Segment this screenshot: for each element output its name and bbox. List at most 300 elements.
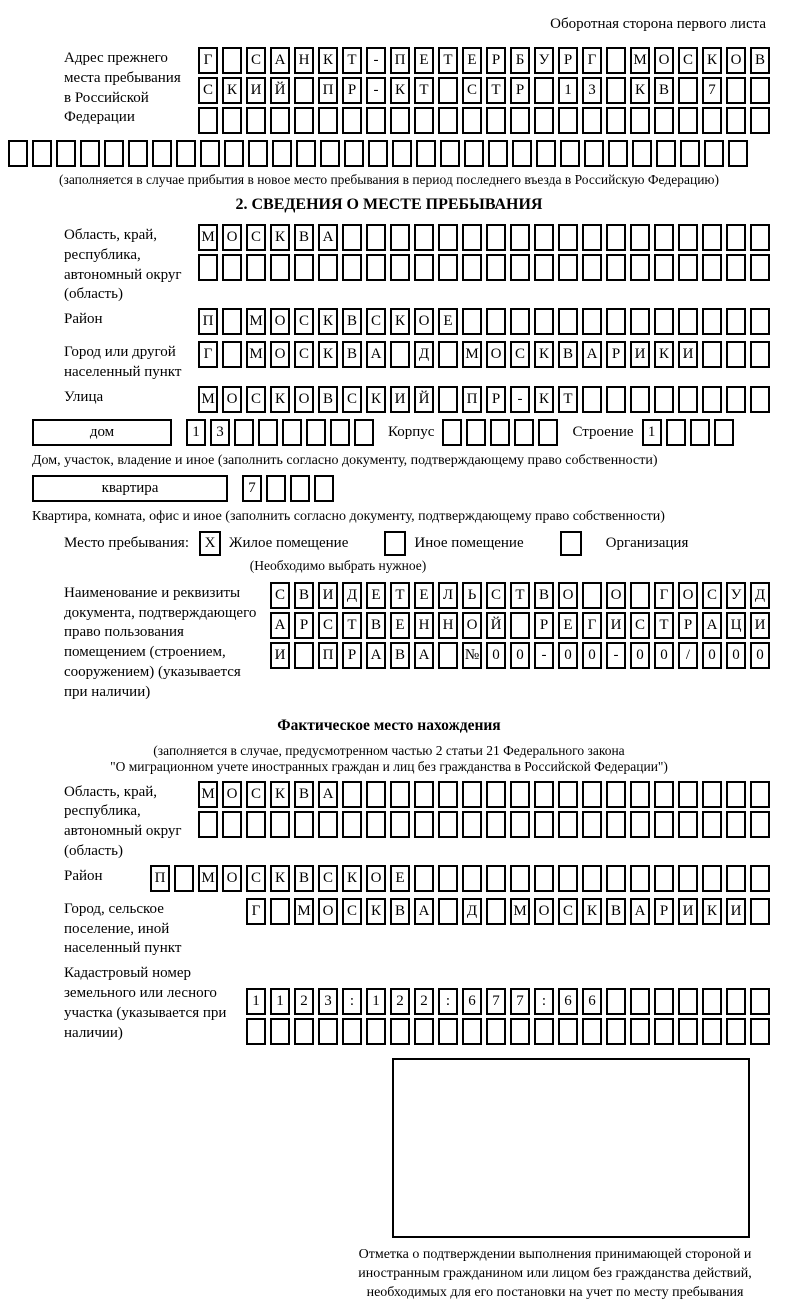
char-cell [368,140,388,167]
apartment-note: Квартира, комната, офис и иное (заполнить согласно документу, подтверждающему право собственности) [32,508,665,524]
char-cell [438,898,458,925]
char-cell: : [438,988,458,1015]
char-cell [630,582,650,609]
char-cell [534,308,554,335]
char-cell: К [270,386,290,413]
char-cell: Р [558,47,578,74]
confirmation-stamp-box [392,1058,750,1238]
char-cell: И [246,77,266,104]
char-cell [606,811,626,838]
char-cell [630,308,650,335]
char-cell: С [246,865,266,892]
char-cell [654,308,674,335]
char-cell [486,308,506,335]
char-cell: А [582,341,602,368]
char-cell: К [534,341,554,368]
char-cell [294,107,314,134]
char-cell [654,107,674,134]
prev-address-label: Адрес прежнего места пребывания в Российской Федерации [64,50,181,126]
char-cell: 0 [654,642,674,669]
char-cell: И [678,341,698,368]
char-cell [702,386,722,413]
char-cell [314,475,334,502]
char-cell [318,1018,338,1045]
char-cell: К [342,865,362,892]
char-cell [606,988,626,1015]
region-label: Область, край, республика, автономный округ (область) [64,227,182,303]
char-cell: И [318,582,338,609]
char-cell [726,988,746,1015]
char-cell [222,341,242,368]
char-cell: И [630,341,650,368]
char-cell: Г [198,47,218,74]
char-cell: К [318,47,338,74]
char-cell: А [366,642,386,669]
city-label: Город или другой населенный пункт [64,344,182,380]
char-cell [534,781,554,808]
char-cell: Н [294,47,314,74]
char-cell: С [246,386,266,413]
char-cell [414,1018,434,1045]
char-cell [414,224,434,251]
char-cell [726,811,746,838]
char-cell: 1 [246,988,266,1015]
char-cell [750,341,770,368]
char-cell [558,781,578,808]
char-cell: В [534,582,554,609]
char-cell [654,386,674,413]
char-cell: Е [366,582,386,609]
apartment-number-cells [238,475,334,505]
char-cell: К [366,386,386,413]
char-cell [510,811,530,838]
char-cell [702,811,722,838]
char-cell [678,224,698,251]
char-cell: П [318,77,338,104]
document-label: Наименование и реквизиты документа, подтверждающего право пользования помещением (строением, сооружением) (указывается при наличии) [64,584,257,700]
char-cell [440,140,460,167]
char-cell [558,107,578,134]
char-cell: 0 [726,642,746,669]
char-cell: У [534,47,554,74]
char-cell [8,140,28,167]
char-cell: К [318,341,338,368]
char-cell [198,811,218,838]
char-cell: В [342,341,362,368]
char-cell [272,140,292,167]
char-cell: Р [534,612,554,639]
char-cell [510,224,530,251]
actual-region-label: Область, край, республика, автономный округ (область) [64,783,182,859]
char-cell [558,811,578,838]
char-cell: С [342,898,362,925]
char-cell: 1 [270,988,290,1015]
char-cell: С [246,781,266,808]
char-cell [750,988,770,1015]
char-cell [442,419,462,446]
char-cell [342,1018,362,1045]
char-cell [320,140,340,167]
char-cell: Ц [726,612,746,639]
char-cell [582,865,602,892]
char-cell [366,254,386,281]
char-cell: С [702,582,722,609]
region-row-2 [194,254,770,284]
char-cell: П [462,386,482,413]
char-cell [390,254,410,281]
char-cell [678,811,698,838]
char-cell [750,254,770,281]
apartment-block [32,475,770,505]
char-cell [462,107,482,134]
char-cell: Г [582,612,602,639]
char-cell [414,811,434,838]
char-cell [714,419,734,446]
char-cell [582,308,602,335]
char-cell: К [702,898,722,925]
char-cell [246,1018,266,1045]
char-cell [702,1018,722,1045]
house-block [32,419,770,449]
other-premises-label: Иное помещение [414,534,524,551]
char-cell: Е [390,612,410,639]
section3-note-2: "О миграционном учете иностранных граждан и лиц без гражданства в Российской Федерации") [110,758,668,774]
char-cell: 0 [630,642,650,669]
char-cell: 3 [318,988,338,1015]
char-cell [512,140,532,167]
char-cell [390,1018,410,1045]
char-cell: О [462,612,482,639]
char-cell: К [702,47,722,74]
char-cell [438,386,458,413]
district-label: Район [64,311,103,328]
actual-city-row [242,898,770,928]
char-cell: В [318,386,338,413]
char-cell [558,254,578,281]
char-cell [582,224,602,251]
char-cell: 1 [642,419,662,446]
char-cell: 3 [210,419,230,446]
stamp-area [340,1058,770,1303]
char-cell [654,988,674,1015]
char-cell: В [606,898,626,925]
char-cell [414,107,434,134]
char-cell: К [390,77,410,104]
char-cell [248,140,268,167]
char-cell: М [462,341,482,368]
char-cell [704,140,724,167]
char-cell [702,254,722,281]
char-cell: О [534,898,554,925]
char-cell: Р [510,77,530,104]
char-cell [582,811,602,838]
char-cell: О [222,781,242,808]
char-cell [558,224,578,251]
char-cell [656,140,676,167]
street-label: Улица [64,388,104,405]
char-cell: Т [438,47,458,74]
char-cell: Е [414,47,434,74]
stroenie-cells [638,419,734,449]
cadastre-block [64,962,770,1048]
char-cell [606,47,626,74]
char-cell [728,140,748,167]
section3-title: Фактическое место нахождения [277,716,501,734]
char-cell [514,419,534,446]
char-cell [630,224,650,251]
char-cell [266,475,286,502]
district-row [194,308,770,338]
char-cell: С [366,308,386,335]
organization-label: Организация [605,534,689,551]
char-cell: У [726,582,746,609]
actual-region-row-1 [194,781,770,811]
char-cell [270,811,290,838]
char-cell [296,140,316,167]
char-cell: 1 [366,988,386,1015]
char-cell: Т [414,77,434,104]
char-cell: Р [606,341,626,368]
prev-address-block [64,47,770,137]
char-cell [630,988,650,1015]
char-cell: П [150,865,170,892]
prev-address-row-3 [194,107,770,137]
char-cell: : [534,988,554,1015]
char-cell [630,386,650,413]
char-cell [270,107,290,134]
char-cell [438,1018,458,1045]
char-cell [438,224,458,251]
char-cell [486,898,506,925]
char-cell: А [414,642,434,669]
char-cell [414,254,434,281]
char-cell: 7 [486,988,506,1015]
char-cell: К [318,308,338,335]
char-cell [366,781,386,808]
house-note: Дом, участок, владение и иное (заполнить согласно документу, подтверждающему право собственности) [32,452,658,468]
char-cell: С [318,612,338,639]
char-cell [486,107,506,134]
char-cell [246,107,266,134]
char-cell: В [558,341,578,368]
char-cell [534,224,554,251]
char-cell [486,254,506,281]
char-cell [726,308,746,335]
char-cell [678,254,698,281]
char-cell: 7 [702,77,722,104]
char-cell: - [534,642,554,669]
char-cell [198,254,218,281]
char-cell: 7 [510,988,530,1015]
char-cell [462,308,482,335]
city-block [64,341,770,383]
char-cell: П [198,308,218,335]
char-cell [678,308,698,335]
actual-city-label: Город, сельское поселение, иной населенный пункт [64,900,182,957]
char-cell [534,865,554,892]
char-cell [726,254,746,281]
char-cell [608,140,628,167]
district-block [64,308,770,338]
char-cell: - [366,47,386,74]
char-cell [466,419,486,446]
char-cell: М [246,308,266,335]
apartment-type-box: квартира [32,475,228,502]
char-cell [654,865,674,892]
char-cell: О [294,386,314,413]
char-cell [582,1018,602,1045]
char-cell [490,419,510,446]
char-cell [726,77,746,104]
actual-city-block [64,898,770,959]
char-cell [534,811,554,838]
char-cell [630,781,650,808]
char-cell [726,865,746,892]
char-cell: О [222,224,242,251]
char-cell [390,811,410,838]
char-cell [606,77,626,104]
char-cell: В [390,898,410,925]
char-cell [510,781,530,808]
char-cell [750,107,770,134]
char-cell: В [366,612,386,639]
char-cell [318,107,338,134]
char-cell [366,811,386,838]
prev-address-row-1 [194,47,770,77]
document-row-1 [266,582,770,612]
char-cell: Й [486,612,506,639]
char-cell: М [198,865,218,892]
char-cell: Б [510,47,530,74]
char-cell: Й [414,386,434,413]
char-cell: В [654,77,674,104]
char-cell: 0 [582,642,602,669]
char-cell: К [582,898,602,925]
char-cell: Т [342,47,362,74]
char-cell: А [270,612,290,639]
stroenie-label: Строение [572,423,634,440]
char-cell [538,419,558,446]
char-cell: 2 [390,988,410,1015]
char-cell: Г [654,582,674,609]
char-cell [306,419,326,446]
char-cell [464,140,484,167]
char-cell: 0 [486,642,506,669]
char-cell: О [270,308,290,335]
char-cell: А [366,341,386,368]
char-cell [416,140,436,167]
char-cell [510,254,530,281]
section2-title: 2. СВЕДЕНИЯ О МЕСТЕ ПРЕБЫВАНИЯ [235,196,543,213]
char-cell: Г [198,341,218,368]
char-cell [702,107,722,134]
char-cell [270,254,290,281]
char-cell: Н [414,612,434,639]
char-cell [654,1018,674,1045]
char-cell [726,224,746,251]
char-cell: С [342,386,362,413]
char-cell [438,865,458,892]
char-cell: С [462,77,482,104]
prev-address-row-4 [8,140,770,170]
char-cell [390,341,410,368]
char-cell: / [678,642,698,669]
char-cell [678,77,698,104]
street-row [194,386,770,416]
char-cell [630,811,650,838]
char-cell [462,254,482,281]
char-cell [630,865,650,892]
char-cell [438,811,458,838]
char-cell [510,1018,530,1045]
char-cell [32,140,52,167]
char-cell: Р [486,386,506,413]
char-cell: Л [438,582,458,609]
char-cell [318,254,338,281]
prev-address-row-2 [194,77,770,107]
char-cell [702,308,722,335]
char-cell: 0 [750,642,770,669]
char-cell: О [726,47,746,74]
char-cell [330,419,350,446]
char-cell: 7 [242,475,262,502]
other-premises-checkbox [384,531,406,556]
char-cell: 2 [294,988,314,1015]
char-cell: О [222,865,242,892]
actual-district-block [64,865,770,895]
char-cell [582,254,602,281]
char-cell [294,77,314,104]
char-cell: М [198,781,218,808]
char-cell [390,224,410,251]
char-cell [128,140,148,167]
char-cell: : [342,988,362,1015]
char-cell [438,77,458,104]
house-number-cells [182,419,374,449]
char-cell: 2 [414,988,434,1015]
char-cell [510,612,530,639]
char-cell [582,582,602,609]
char-cell: С [198,77,218,104]
cadastre-row-2 [242,1018,770,1048]
char-cell: Д [342,582,362,609]
char-cell [510,865,530,892]
korpus-cells [438,419,558,449]
char-cell [174,865,194,892]
char-cell [560,140,580,167]
char-cell: В [390,642,410,669]
char-cell: О [318,898,338,925]
char-cell [294,254,314,281]
char-cell [606,308,626,335]
char-cell [558,865,578,892]
char-cell: Р [342,77,362,104]
char-cell: К [534,386,554,413]
char-cell: 0 [702,642,722,669]
char-cell: И [606,612,626,639]
char-cell: О [270,341,290,368]
char-cell [270,898,290,925]
char-cell: И [750,612,770,639]
char-cell [486,781,506,808]
char-cell: И [678,898,698,925]
char-cell: С [678,47,698,74]
char-cell [678,865,698,892]
char-cell: А [702,612,722,639]
char-cell [750,811,770,838]
char-cell [606,254,626,281]
char-cell: И [390,386,410,413]
